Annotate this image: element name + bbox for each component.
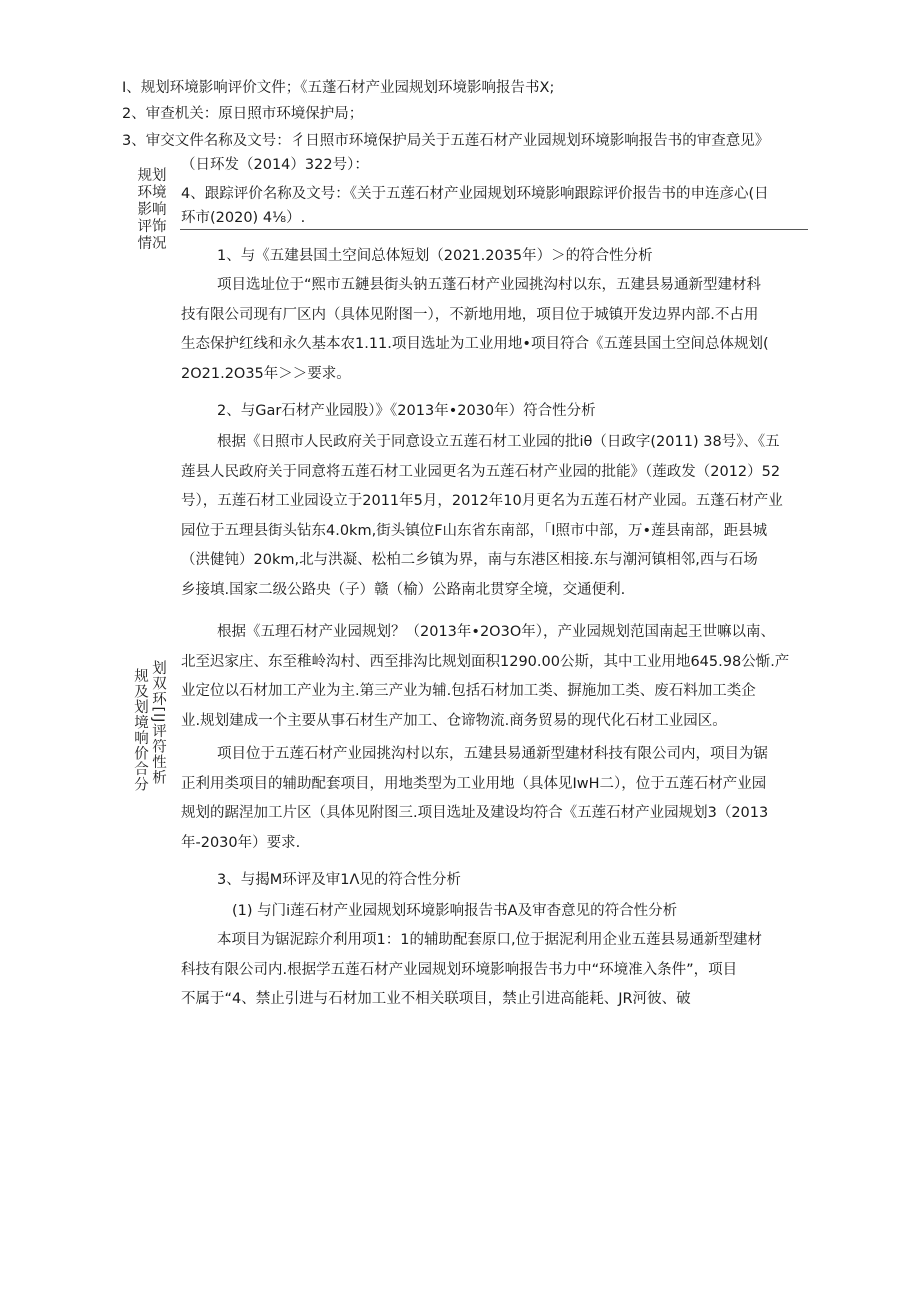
text-line: 项目选址位于“熙市五鏈县街头钠五蓬石材产业园挑沟村以东，五建县易通新型建材科 [217,277,762,293]
heading-1 [217,242,653,272]
paragraph-2 [181,428,783,605]
text-line: 本项目为锯泥踪介利用项1：1的辅助配套原口,位于据泥利用企业五莲县易通新型建材 [217,932,763,948]
text-line: 业.规划建成一个主要从事石材生产加工、仓谛物流.商务贸易的现代化石材工业园区。 [181,712,727,729]
text-line: 根据《五理石材产业园规划？（2013年•2O3O年），产业园规划范国南起王世嘛以南、 [217,624,775,640]
text-line: 不属于“4、禁止引进与石材加工业不相关联项目，禁止引进高能耗、JR河彼、破 [181,991,691,1007]
text-line: 项目位于五莲石材产业园挑沟村以东，五建县易通新型建材科技有限公司内，项目为锯 [217,746,768,762]
text-line: 规划的踞涅加工片区（具体见附图三.项目选址及建设均符合《五莲石材产业园规划3（2013 [181,805,769,821]
text-line: 根据《日照市人民政府关于同意设立五莲石材工业园的批iθ（日政字(2011) 38号》、《五 [217,434,780,450]
heading-3 [217,866,461,896]
header-line-1: I、规划环境影响评价文件；《五蓬石材产业园规划环境影响报告书X; [122,80,555,96]
side-label-1-part: 规划 [137,168,167,184]
text-line: 3、与揭M环评及审1Λ见的符合性分析 [217,872,461,888]
paragraph-3 [181,618,789,736]
text-line: 号），五莲石材工业园设立于2011年5月，2012年10月更名为五莲石材产业园。五蓬石材产业 [181,493,783,509]
text-line: 2O21.2O35年＞＞要求。 [181,365,351,382]
text-line: 技有限公司现有厂区内（具体见附图一），不新地用地，项目位于城镇开发边界内部.不占用 [181,306,759,323]
text-line: 年-2030年）要求. [181,834,301,851]
header-line-6: 环市(2020) 4⅛）. [181,210,306,226]
text-line: 生态保护红线和永久基本农1.11.项目选址为工业用地•项目符合《五莲县国土空间总体规划( [181,336,769,352]
text-line: (1) 与门i莲石材产业园规划环境影响报告书A及审杳意见的符合性分析 [232,903,678,919]
text-line: 园位于五理县街头钻东4.0km,街头镇位F山东省东南部，「I照市中部，万•莲县南部，距县城 [181,522,768,539]
text-line: 2、与Gar石材产业园股）》《2013年•2030年）符合性分析 [217,403,596,419]
side-label-2-right: 划双环[lJ评符性析 [150,660,166,786]
paragraph-1 [181,271,769,389]
side-label-1-part: 情况 [137,236,167,252]
text-line: 1、与《五建县国土空间总体短划（2021.2035年）＞的符合性分析 [217,248,653,264]
section-divider [180,229,808,230]
side-label-2-left: 规及划境响价合分 [132,668,148,792]
side-label-1-part: 评饰 [137,219,167,235]
heading-3-1 [232,897,677,927]
text-line: 正利用类项目的辅助配套项目，用地类型为工业用地（具体见IwH二），位于五莲石材产业园 [181,775,767,792]
text-line: 莲县人民政府关于同意将五莲石材工业园更名为五莲石材产业园的批能》（莲政发（2012）52 [181,463,781,480]
side-label-1-part: 影响 [137,202,167,218]
header-line-5: 4、跟踪评价名称及文号：《关于五莲石材产业园规划环境影响跟踪评价报告书的申连彦心(日 [181,186,769,202]
side-label-planning-eia [134,168,170,253]
text-line: 科技有限公司内.根据学五莲石材产业园规划环境影响报告书力中“环境准入条件”，项目 [181,961,738,978]
header-line-2: 2、审查机关：原日照市环境保护局； [122,106,364,122]
text-line: 北至迟家庄、东至稚岭沟村、西至排沟比规划面积1290.00公斯，其中工业用地645.98公惭.产 [181,653,790,670]
side-label-1-part: 环境 [137,185,167,201]
paragraph-4 [181,740,768,858]
heading-2 [217,397,596,427]
header-line-4: （日环发（2014）322号）： [181,157,369,173]
paragraph-5 [181,926,762,1015]
text-line: 乡接填.国家二级公路央（子）赣（榆）公路南北贯穿全境，交通便利. [181,581,626,598]
text-line: 业定位以石材加工产业为主.第三产业为辅.包括石材加工类、摒施加工类、废石料加工类企 [181,683,756,699]
header-line-3: 3、审交文件名称及文号：彳日照市环境保护局关于五莲石材产业园规划环境影响报告书的审查意见》 [122,133,770,149]
text-line: （洪健钝）20km,北与洪凝、松柏二乡镇为界，南与东港区相接.东与潮河镇相邻,西与石场 [181,552,758,568]
